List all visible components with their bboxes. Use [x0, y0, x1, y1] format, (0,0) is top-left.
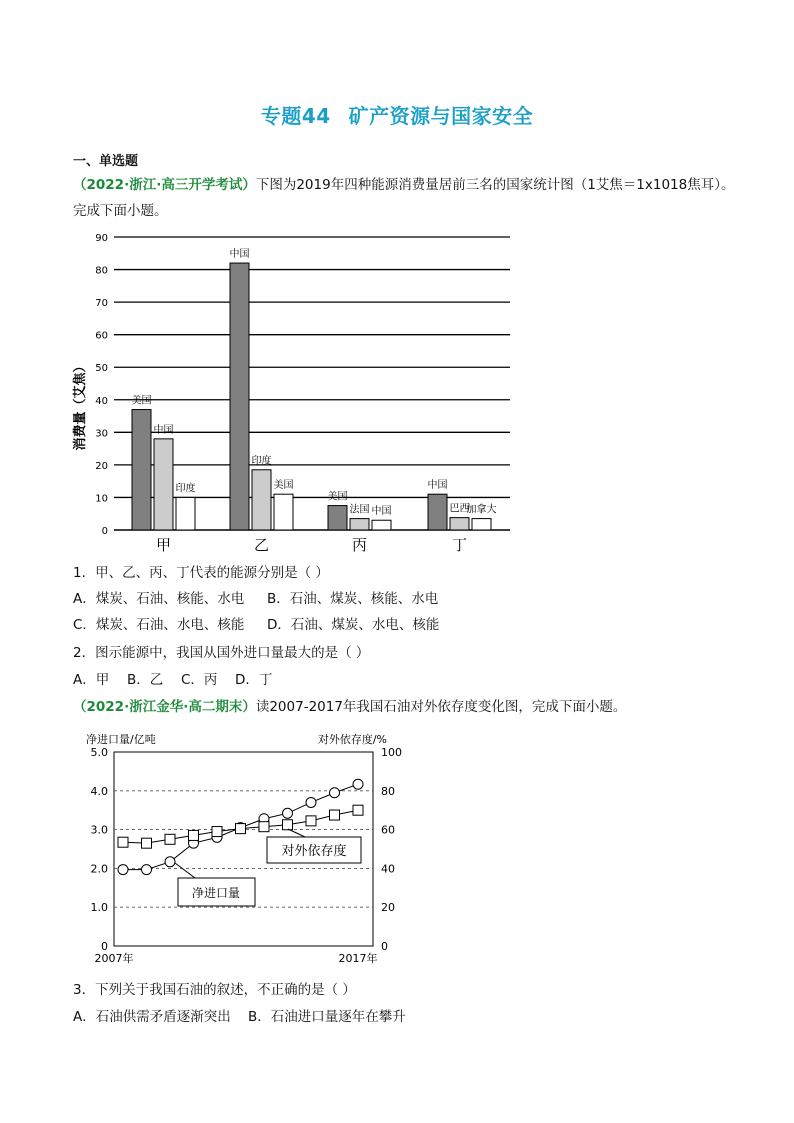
chart1-bar — [176, 497, 195, 530]
q2-stem: 2．图示能源中，我国从国外进口量最大的是（ ） — [73, 645, 370, 661]
intro1-line1 — [73, 176, 734, 194]
q3-option-a: A．石油供需矛盾逐渐突出 — [73, 1009, 231, 1025]
chart1-bar — [230, 263, 249, 530]
title-text: 矿产资源与国家安全 — [348, 104, 534, 128]
chart2-point-dependence — [259, 822, 269, 832]
chart2-point-dependence — [118, 837, 128, 847]
chart1-category-label: 丙 — [351, 536, 368, 554]
q2-option-d: D．丁 — [235, 672, 273, 688]
chart2-right-axis-label: 对外依存度/% — [317, 733, 387, 746]
chart2-right-tick-label: 80 — [381, 784, 395, 798]
chart1-bar-label: 印度 — [175, 483, 196, 495]
chart1-category-label: 乙 — [253, 536, 270, 554]
chart2-left-tick-label: 0 — [101, 940, 108, 953]
energy-bar-chart — [60, 225, 530, 560]
chart1-ytick-label: 60 — [95, 330, 108, 342]
q2-option-c: C．丙 — [181, 672, 218, 688]
chart2-left-tick-label: 3.0 — [90, 823, 108, 837]
chart1-bar-label: 中国 — [153, 424, 174, 436]
chart1-bar — [252, 470, 271, 530]
intro2-source: （2022·浙江金华·高二期末） — [73, 699, 256, 715]
chart1-ytick-label: 70 — [95, 298, 108, 310]
chart2-right-tick-label: 60 — [381, 823, 395, 837]
chart1-bar-labels — [132, 247, 497, 517]
chart2-x-end: 2017年 — [338, 952, 378, 965]
chart2-point-dependence — [306, 816, 316, 826]
chart1-bar — [350, 519, 369, 530]
chart2-point-import — [142, 865, 152, 875]
chart2-point-dependence — [142, 838, 152, 848]
q1-option-a: A．煤炭、石油、核能、水电 — [73, 591, 245, 607]
chart1-bar-label: 印度 — [251, 455, 272, 467]
chart2-point-dependence — [283, 820, 293, 830]
chart1-yticks — [95, 233, 108, 537]
chart2-point-import — [330, 788, 340, 798]
chart1-bar — [132, 410, 151, 530]
chart1-ytick-label: 90 — [95, 233, 108, 244]
chart1-category-label: 甲 — [155, 536, 172, 554]
intro1-text: 下图为2019年四种能源消费量居前三名的国家统计图（1艾焦＝1x1018焦耳）。 — [255, 177, 735, 193]
chart2-point-import — [118, 865, 128, 875]
q3-option-b: B．石油进口量逐年在攀升 — [248, 1009, 406, 1025]
chart1-ytick-label: 30 — [95, 428, 108, 440]
chart2-point-dependence — [353, 805, 363, 815]
chart1-bar-label: 中国 — [229, 249, 250, 261]
chart2-right-tick-label: 0 — [381, 940, 388, 953]
chart2-point-import — [353, 779, 363, 789]
callout-line-dependence — [288, 829, 305, 837]
chart1-bar — [328, 506, 347, 530]
q3-stem: 3．下列关于我国石油的叙述，不正确的是（ ） — [73, 982, 356, 998]
chart1-bar-label: 美国 — [327, 491, 348, 503]
chart1-ytick-label: 0 — [101, 526, 108, 537]
chart1-bar-label: 巴西 — [449, 503, 470, 515]
chart1-ytick-label: 10 — [95, 493, 108, 505]
chart1-bar-label: 美国 — [273, 480, 294, 492]
callout-label-import: 净进口量 — [191, 886, 241, 900]
intro1-line2: 完成下面小题。 — [73, 203, 168, 219]
chart2-left-tick-label: 4.0 — [90, 784, 108, 798]
chart1-bar-label: 中国 — [427, 480, 448, 492]
chart1-bar — [428, 494, 447, 530]
chart1-bar — [472, 519, 491, 530]
chart1-bar — [372, 520, 391, 530]
intro1-source: （2022·浙江·高三开学考试） — [73, 177, 256, 193]
chart2-point-dependence — [236, 824, 246, 834]
chart2-right-ticks — [381, 746, 402, 953]
chart2-right-tick-label: 100 — [381, 746, 402, 759]
chart2-left-tick-label: 5.0 — [90, 746, 108, 759]
chart1-bar-label: 中国 — [371, 506, 392, 518]
callout-line-import — [175, 863, 195, 878]
intro2-line — [73, 698, 626, 716]
chart2-point-dependence — [189, 830, 199, 840]
chart2-point-import — [165, 857, 175, 867]
chart1-category-label: 丁 — [451, 536, 468, 554]
chart2-right-tick-label: 20 — [381, 901, 395, 915]
q1-option-b: B．石油、煤炭、核能、水电 — [267, 591, 439, 607]
chart1-ytick-label: 80 — [95, 265, 108, 277]
chart1-ytick-label: 20 — [95, 460, 108, 472]
chart1-bar-label: 美国 — [131, 395, 152, 407]
chart2-point-dependence — [330, 810, 340, 820]
q1-stem: 1．甲、乙、丙、丁代表的能源分别是（ ） — [73, 565, 329, 581]
chart2-point-import — [283, 808, 293, 818]
chart1-ytick-label: 40 — [95, 395, 108, 407]
section-heading: 一、单选题 — [73, 154, 139, 169]
page-title — [0, 100, 794, 129]
chart1-bar — [154, 439, 173, 530]
intro2-text: 读2007-2017年我国石油对外依存度变化图，完成下面小题。 — [255, 699, 627, 715]
q2-option-b: B．乙 — [127, 672, 164, 688]
oil-dependence-chart — [75, 725, 415, 970]
chart1-bar-label: 法国 — [349, 504, 370, 516]
chart2-left-tick-label: 1.0 — [90, 901, 108, 915]
chart2-left-tick-label: 2.0 — [90, 862, 108, 876]
chart1-ylabel: 消费量（艾焦） — [73, 359, 88, 451]
title-number: 专题44 — [260, 104, 331, 128]
chart2-right-tick-label: 40 — [381, 862, 395, 876]
chart2-x-start: 2007年 — [94, 952, 134, 965]
chart2-left-axis-label: 净进口量/亿吨 — [86, 733, 156, 746]
chart2-point-dependence — [212, 827, 222, 837]
chart1-category-labels — [156, 536, 467, 554]
chart2-left-ticks — [91, 746, 109, 953]
chart2-point-dependence — [165, 834, 175, 844]
chart1-ytick-label: 50 — [95, 363, 108, 375]
chart1-bar — [450, 518, 469, 530]
chart2-point-import — [306, 797, 316, 807]
callout-label-dependence: 对外依存度 — [281, 844, 347, 859]
q2-option-a: A．甲 — [73, 672, 110, 688]
q1-option-c: C．煤炭、石油、水电、核能 — [73, 617, 245, 633]
chart1-bar — [274, 494, 293, 530]
chart1-bar-label: 加拿大 — [466, 504, 497, 516]
q1-option-d: D．石油、煤炭、水电、核能 — [267, 617, 440, 633]
